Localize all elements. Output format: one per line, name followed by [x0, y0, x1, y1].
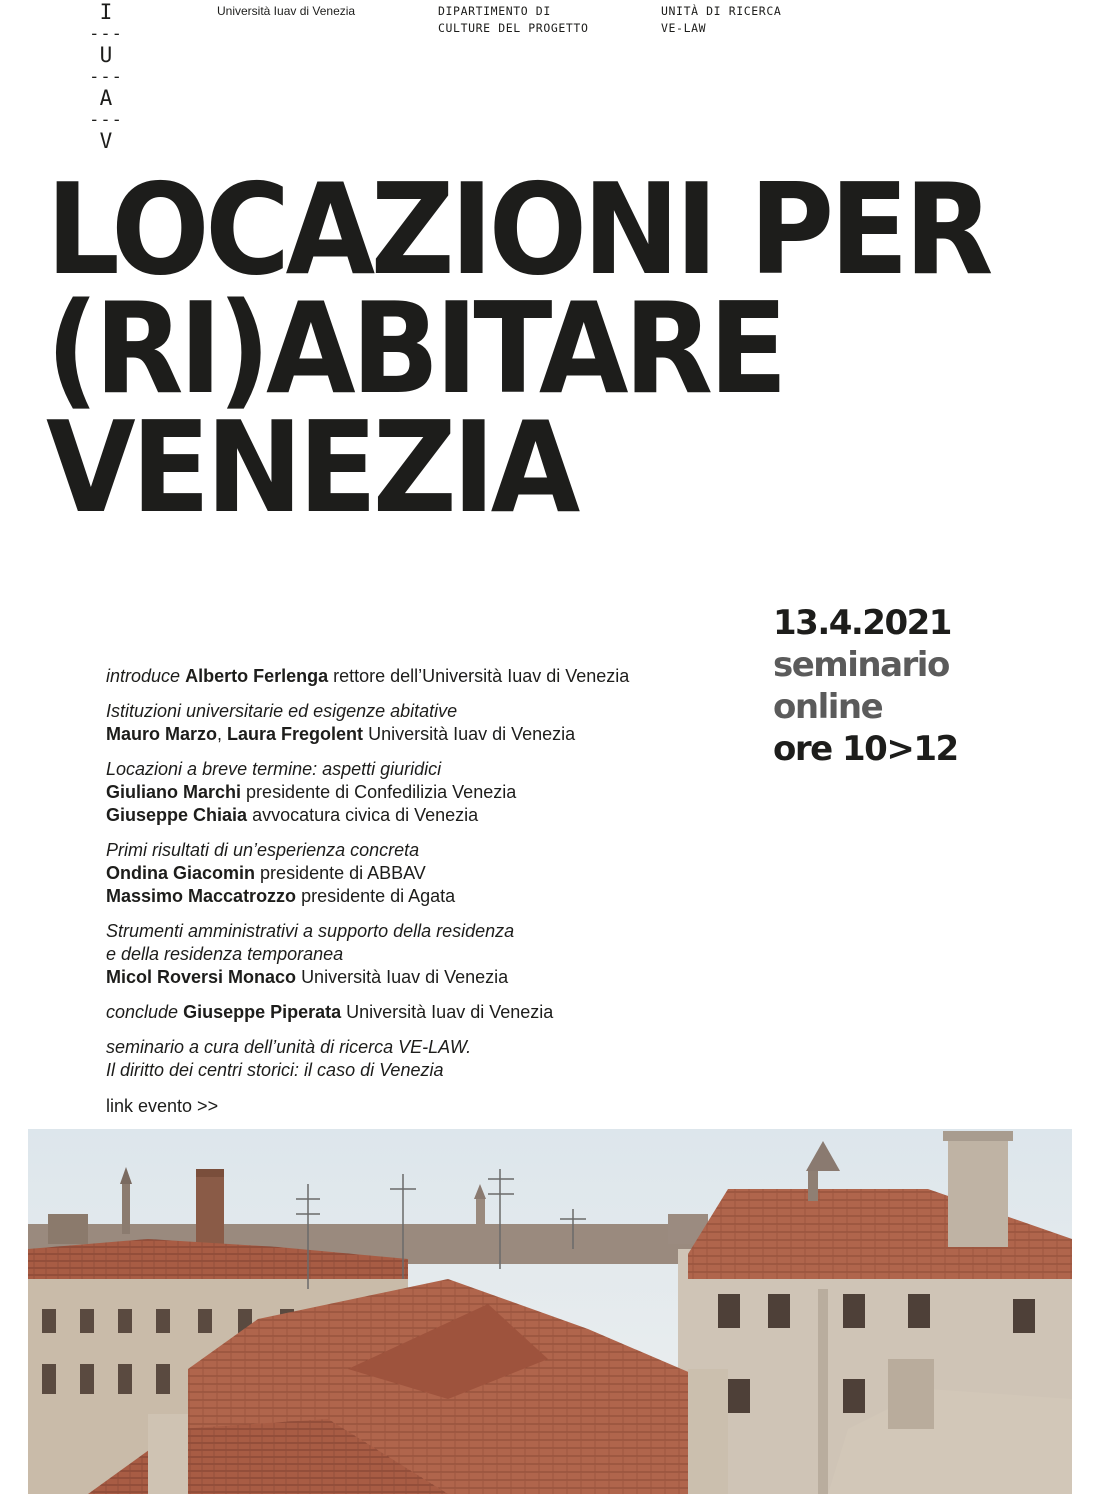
role-label: conclude — [106, 1002, 179, 1022]
title-line-3: VENEZIA — [46, 394, 576, 541]
speaker-name: Laura Fregolent — [227, 724, 364, 744]
speaker-affiliation: presidente di Confedilizia Venezia — [246, 782, 517, 802]
title-line-1: LOCAZIONI PER — [46, 156, 989, 303]
event-info — [773, 602, 958, 770]
event-type-2: online — [773, 687, 883, 727]
speaker-name: Giuseppe Piperata — [183, 1002, 342, 1022]
speaker-name: Massimo Maccatrozzo — [106, 886, 297, 906]
logo-letter: V — [99, 129, 113, 153]
session-topic: Istituzioni universitarie ed esigenze abitative — [106, 701, 458, 721]
speaker-affiliation: avvocatura civica di Venezia — [252, 805, 479, 825]
speaker-name: Mauro Marzo — [106, 724, 218, 744]
session-topic: e della residenza temporanea — [106, 944, 344, 964]
program-intro — [106, 665, 746, 688]
photo-illustration — [28, 1129, 1072, 1494]
logo-separator: --- — [89, 109, 123, 130]
session-topic: Strumenti amministrativi a supporto della residenza — [106, 921, 515, 941]
research-unit-name — [661, 3, 781, 37]
program-session-3 — [106, 839, 746, 908]
speaker-name: Micol Roversi Monaco — [106, 967, 297, 987]
program — [106, 665, 746, 1094]
logo-separator: --- — [89, 66, 123, 87]
role-label: introduce — [106, 666, 181, 686]
speaker-affiliation: rettore dell’Università Iuav di Venezia — [333, 666, 630, 686]
event-type-1: seminario — [773, 645, 949, 685]
unit-line: VE-LAW — [661, 21, 707, 35]
speaker-affiliation: Università Iuav di Venezia — [368, 724, 576, 744]
venice-rooftops-photo — [28, 1129, 1072, 1494]
unit-line: UNITÀ DI RICERCA — [661, 4, 782, 18]
event-time: ore 10>12 — [773, 729, 958, 769]
speaker-affiliation: Università Iuav di Venezia — [301, 967, 509, 987]
speaker-affiliation: Università Iuav di Venezia — [346, 1002, 554, 1022]
logo-letter: A — [99, 86, 113, 110]
speaker-name: Ondina Giacomin — [106, 863, 256, 883]
speaker-affiliation: presidente di ABBAV — [260, 863, 426, 883]
logo-letter: U — [99, 43, 113, 67]
session-topic: Locazioni a breve termine: aspetti giuridici — [106, 759, 442, 779]
logo-separator: --- — [89, 23, 123, 44]
department-line: CULTURE DEL PROGETTO — [438, 21, 589, 35]
iuav-logo — [84, 2, 128, 153]
program-curated — [106, 1036, 746, 1082]
session-topic: Primi risultati di un’esperienza concreta — [106, 840, 420, 860]
event-link[interactable]: link evento >> — [106, 1096, 219, 1116]
name-separator: , — [217, 724, 228, 744]
program-closing — [106, 1001, 746, 1024]
program-session-4 — [106, 920, 746, 989]
page-title — [46, 156, 989, 541]
department-line: DIPARTIMENTO DI — [438, 4, 551, 18]
speaker-name: Alberto Ferlenga — [185, 666, 329, 686]
curated-line: Il diritto dei centri storici: il caso di Venezia — [106, 1060, 444, 1080]
curated-line: seminario a cura dell’unità di ricerca VE-LAW. — [106, 1037, 472, 1057]
department-name — [438, 3, 588, 37]
university-name: Università Iuav di Venezia — [217, 4, 356, 18]
speaker-name: Giuliano Marchi — [106, 782, 242, 802]
program-session-1 — [106, 700, 746, 746]
speaker-name: Giuseppe Chiaia — [106, 805, 248, 825]
title-line-2: (RI)ABITARE — [46, 275, 784, 422]
speaker-affiliation: presidente di Agata — [301, 886, 456, 906]
program-session-2 — [106, 758, 746, 827]
event-date: 13.4.2021 — [773, 603, 951, 643]
logo-letter: I — [99, 0, 113, 24]
